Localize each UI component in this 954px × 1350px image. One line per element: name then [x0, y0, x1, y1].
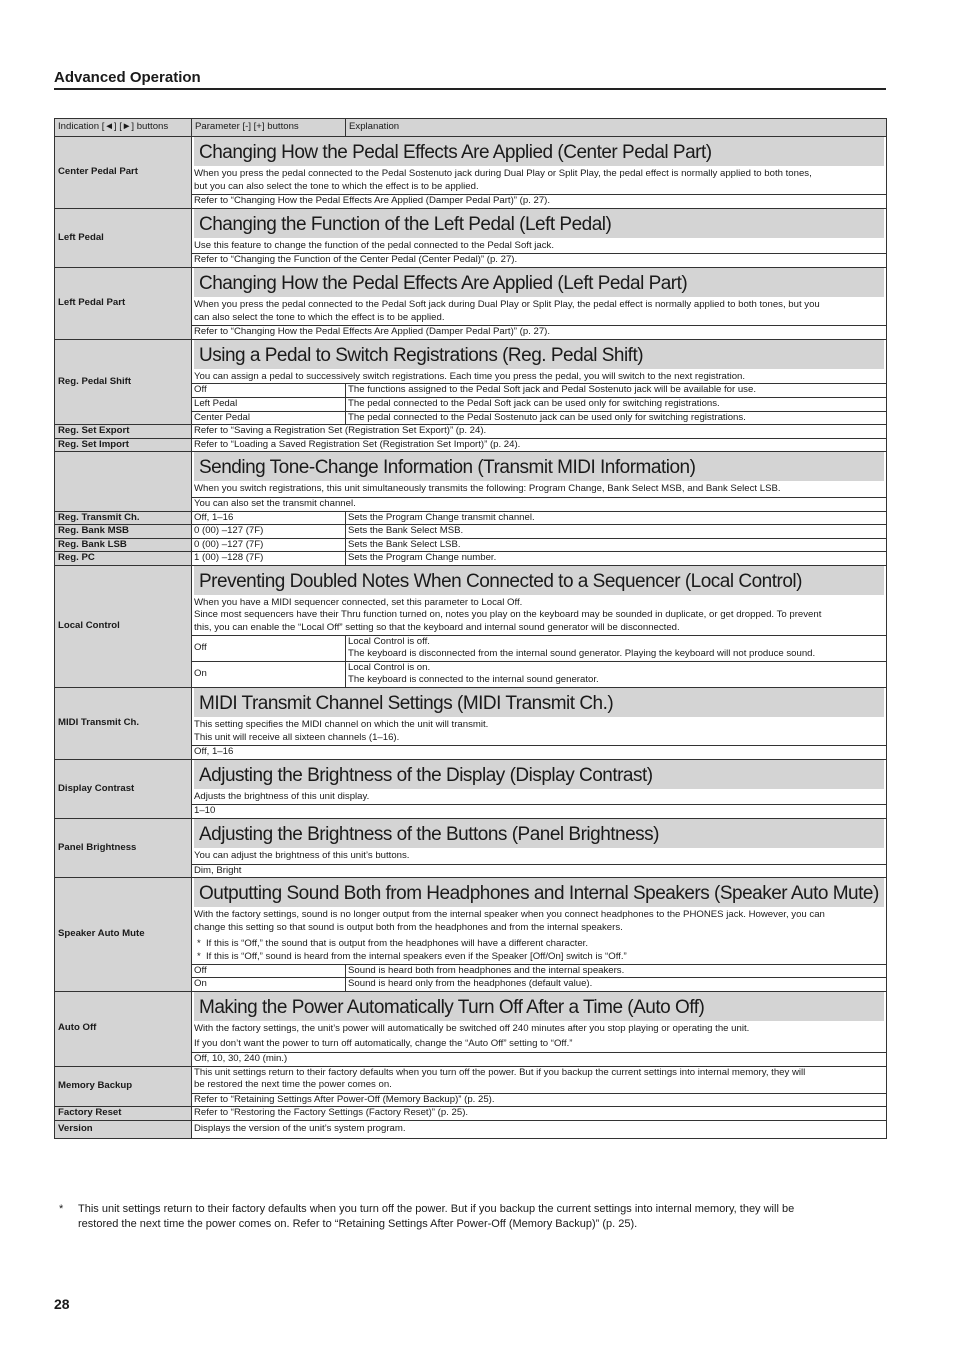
table-row: [55, 208, 887, 267]
footnote-line: This unit settings return to their factory defaults when you turn off the power. But if you backup the current settings into internal memory, they will be: [78, 1203, 795, 1215]
table-row: [55, 819, 887, 878]
section-title: Advanced Operation: [54, 69, 201, 86]
explanation-speaker-auto-mute: [192, 878, 887, 964]
param-value: On: [192, 661, 346, 687]
param-explanation: Sound is heard only from the headphones (default value).: [346, 978, 887, 992]
explanation-local-control: [192, 565, 887, 635]
indication-center-pedal-part: Center Pedal Part: [55, 137, 192, 209]
reference-line: Refer to “Changing the Function of the Center Pedal (Center Pedal)” (p. 27).: [192, 253, 886, 267]
table-row: [55, 1107, 887, 1121]
text-line: This setting specifies the MIDI channel on which the unit will transmit.: [194, 719, 489, 731]
text-line: When you press the pedal connected to the Pedal Soft jack during Dual Play or Split Play, the pedal effect is normally applied to both tones, but you: [194, 298, 820, 310]
explanation-reg-set-export: Refer to “Saving a Registration Set (Registration Set Export)” (p. 24).: [192, 425, 887, 439]
heading-transmit-midi: Sending Tone-Change Information (Transmit MIDI Information): [194, 452, 884, 481]
table-row: [55, 438, 887, 452]
table-row: [55, 511, 887, 525]
text-line: The keyboard is connected to the internal sound generator.: [348, 674, 599, 686]
heading-left-pedal-part: Changing How the Pedal Effects Are Applied (Left Pedal Part): [194, 268, 884, 297]
note-line: * If this is “Off,” the sound that is output from the headphones will have a different character.: [194, 938, 884, 951]
indication-version: Version: [55, 1120, 192, 1138]
text-line: You can also set the transmit channel.: [192, 497, 886, 511]
heading-speaker-auto-mute: Outputting Sound Both from Headphones and Internal Speakers (Speaker Auto Mute): [194, 878, 884, 907]
text-line: change this setting so that sound is output both from the headphones and from the internal speakers.: [194, 921, 623, 933]
indication-reg-transmit-ch: Reg. Transmit Ch.: [55, 511, 192, 525]
table-row: [55, 137, 887, 209]
table-row: [55, 878, 887, 964]
text-line: this, you can enable the “Local Off” setting so that the keyboard and internal sound generator will be disconnected.: [194, 622, 680, 634]
table-row: [55, 1066, 887, 1107]
text-line: When you press the pedal connected to the Pedal Sostenuto jack during Dual Play or Split Play, the pedal effect is normally applied to both tones,: [194, 168, 812, 179]
header-indication: Indication [◄] [►] buttons: [55, 119, 192, 137]
param-explanation: Sets the Program Change number.: [346, 552, 887, 566]
indication-left-pedal: Left Pedal: [55, 208, 192, 267]
indication-speaker-auto-mute: Speaker Auto Mute: [55, 878, 192, 992]
value-range: Dim, Bright: [192, 864, 886, 878]
text-line: can also select the tone to which the effect is to be applied.: [194, 311, 445, 323]
text-line: When you switch registrations, this unit simultaneously transmits the following: Program Change, Bank Select MSB, and Bank Select LSB.: [194, 483, 781, 495]
indication-left-pedal-part: Left Pedal Part: [55, 267, 192, 339]
text-line: When you have a MIDI sequencer connected, set this parameter to Local Off.: [194, 596, 523, 608]
heading-auto-off: Making the Power Automatically Turn Off After a Time (Auto Off): [194, 992, 884, 1021]
text-line: You can adjust the brightness of this unit’s buttons.: [194, 850, 410, 861]
page-number: 28: [54, 1296, 70, 1312]
indication-panel-brightness: Panel Brightness: [55, 819, 192, 878]
table-row: [55, 688, 887, 760]
table-row: [55, 525, 887, 539]
explanation-memory-backup: [192, 1066, 887, 1107]
table-row: [55, 425, 887, 439]
indication-reg-set-import: Reg. Set Import: [55, 438, 192, 452]
text-line: This unit will receive all sixteen channels (1–16).: [194, 731, 400, 743]
text-line: With the factory settings, sound is no longer output from the internal speaker when you connect headphones to the PHONES jack. However, you can: [194, 909, 825, 921]
value-range: Off, 1–16: [192, 745, 886, 759]
param-value: Off: [192, 635, 346, 661]
indication-memory-backup: Memory Backup: [55, 1066, 192, 1107]
param-value: Off: [192, 964, 346, 978]
heading-left-pedal: Changing the Function of the Left Pedal (Left Pedal): [194, 209, 884, 238]
text-line: Adjusts the brightness of this unit display.: [194, 790, 370, 802]
explanation-version: Displays the version of the unit’s system program.: [192, 1120, 887, 1138]
indication-factory-reset: Factory Reset: [55, 1107, 192, 1121]
footnote-line: restored the next time the power comes on. Refer to “Retaining Settings After Power-Off (Memory Backup)” (p. 25).: [78, 1218, 638, 1230]
indication-display-contrast: Display Contrast: [55, 759, 192, 818]
text-line: Local Control is off.: [348, 635, 430, 647]
explanation-reg-set-import: Refer to “Loading a Saved Registration Set (Registration Set Import)” (p. 24).: [192, 438, 887, 452]
indication-reg-pc: Reg. PC: [55, 552, 192, 566]
param-value: 1 (00) –128 (7F): [192, 552, 346, 566]
param-explanation: The pedal connected to the Pedal Sostenuto jack can be used only for switching registrations.: [346, 411, 887, 425]
text-line: Local Control is on.: [348, 661, 431, 673]
table-row: [55, 267, 887, 339]
table-row: [55, 565, 887, 635]
param-value: Left Pedal: [192, 397, 346, 411]
heading-center-pedal-part: Changing How the Pedal Effects Are Applied (Center Pedal Part): [194, 137, 884, 166]
explanation-reg-pedal-shift: [192, 339, 887, 384]
explanation-display-contrast: [192, 759, 887, 818]
text-line: Since most sequencers have their Thru function turned on, notes you play on the keyboard may be sounded in duplicate, or get dropped. To prevent: [194, 609, 822, 621]
indication-reg-bank-lsb: Reg. Bank LSB: [55, 538, 192, 552]
table-row: [55, 552, 887, 566]
indication-auto-off: Auto Off: [55, 991, 192, 1066]
text-line: be restored the next time the power comes on.: [194, 1079, 392, 1091]
param-value: Off, 1–16: [192, 511, 346, 525]
heading-local-control: Preventing Doubled Notes When Connected to a Sequencer (Local Control): [194, 566, 884, 595]
table-header-row: [55, 119, 887, 137]
param-explanation: The pedal connected to the Pedal Soft jack can be used only for switching registrations.: [346, 397, 887, 411]
explanation-panel-brightness: [192, 819, 887, 878]
settings-table: [54, 118, 887, 1139]
table-row: [55, 538, 887, 552]
param-explanation: [346, 661, 887, 687]
explanation-transmit-midi: [192, 452, 887, 511]
param-value: On: [192, 978, 346, 992]
text-line: If you don’t want the power to turn off automatically, change the “Auto Off” setting to “Off.”: [194, 1038, 573, 1050]
reference-line: Refer to “Changing How the Pedal Effects Are Applied (Damper Pedal Part)” (p. 27).: [192, 325, 886, 339]
param-explanation: [346, 635, 887, 661]
explanation-left-pedal-part: [192, 267, 887, 339]
value-range: 1–10: [192, 804, 886, 818]
heading-midi-transmit-ch: MIDI Transmit Channel Settings (MIDI Transmit Ch.): [194, 688, 884, 717]
explanation-auto-off: [192, 991, 887, 1066]
header-explanation: Explanation: [346, 119, 887, 137]
text-line: With the factory settings, the unit’s power will automatically be switched off 240 minutes after you stop playing or operating the unit.: [194, 1022, 750, 1034]
indication-reg-bank-msb: Reg. Bank MSB: [55, 525, 192, 539]
param-explanation: Sets the Bank Select LSB.: [346, 538, 887, 552]
explanation-left-pedal: [192, 208, 887, 267]
reference-line: Refer to “Changing How the Pedal Effects Are Applied (Damper Pedal Part)” (p. 27).: [192, 194, 886, 208]
footnote-marker: *: [59, 1203, 64, 1215]
indication-local-control: Local Control: [55, 565, 192, 687]
param-explanation: Sets the Program Change transmit channel.: [346, 511, 887, 525]
text-line: You can assign a pedal to successively switch registrations. Each time you press the pedal, you will switch to the next registration.: [194, 370, 746, 382]
table-row: [55, 1120, 887, 1138]
indication-reg-pedal-shift: Reg. Pedal Shift: [55, 339, 192, 424]
heading-panel-brightness: Adjusting the Brightness of the Buttons (Panel Brightness): [194, 819, 884, 848]
explanation-center-pedal-part: [192, 137, 887, 209]
value-range: Off, 10, 30, 240 (min.): [192, 1052, 886, 1066]
heading-display-contrast: Adjusting the Brightness of the Display (Display Contrast): [194, 760, 884, 789]
param-value: Off: [192, 384, 346, 398]
explanation-midi-transmit-ch: [192, 688, 887, 760]
text-line: Use this feature to change the function of the pedal connected to the Pedal Soft jack.: [194, 239, 555, 251]
text-line: but you can also select the tone to which the effect is to be applied.: [194, 180, 479, 192]
param-value: Center Pedal: [192, 411, 346, 425]
text-line: This unit settings return to their factory defaults when you turn off the power. But if you backup the current settings into internal memory, they will: [194, 1066, 806, 1078]
table-row: [55, 991, 887, 1066]
table-row: [55, 452, 887, 511]
reference-line: Refer to “Retaining Settings After Power-Off (Memory Backup)” (p. 25).: [192, 1093, 886, 1107]
param-value: 0 (00) –127 (7F): [192, 525, 346, 539]
heading-reg-pedal-shift: Using a Pedal to Switch Registrations (Reg. Pedal Shift): [194, 340, 884, 369]
text-line: The keyboard is disconnected from the internal sound generator. Playing the keyboard will not produce sound.: [348, 648, 816, 660]
param-explanation: Sets the Bank Select MSB.: [346, 525, 887, 539]
explanation-factory-reset: Refer to “Restoring the Factory Settings (Factory Reset)” (p. 25).: [192, 1107, 887, 1121]
table-row: [55, 339, 887, 384]
note-line: * If this is “Off,” sound is heard from the internal speakers even if the Speaker [Off/On] switch is “Off.”: [194, 951, 884, 964]
param-explanation: Sound is heard both from headphones and the internal speakers.: [346, 964, 887, 978]
indication-empty: [55, 452, 192, 511]
param-explanation: The functions assigned to the Pedal Soft jack and Pedal Sostenuto jack will be available for use.: [346, 384, 887, 398]
header-parameter: Parameter [-] [+] buttons: [192, 119, 346, 137]
section-rule: [54, 88, 886, 90]
footnote: [59, 1202, 879, 1232]
param-value: 0 (00) –127 (7F): [192, 538, 346, 552]
table-row: [55, 759, 887, 818]
indication-midi-transmit-ch: MIDI Transmit Ch.: [55, 688, 192, 760]
indication-reg-set-export: Reg. Set Export: [55, 425, 192, 439]
